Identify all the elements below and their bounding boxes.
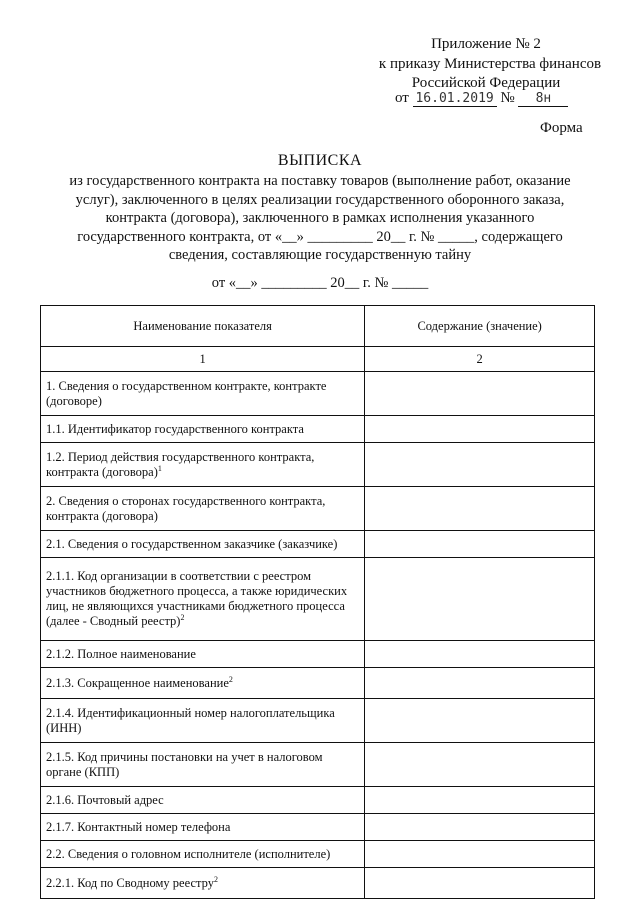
value-cell[interactable] — [365, 487, 595, 531]
table-row — [41, 841, 595, 868]
extract-date-line: от «__» _________ 20__ г. № _____ — [211, 275, 429, 291]
footnote-marker: 1 — [157, 463, 162, 473]
value-cell[interactable] — [365, 699, 595, 743]
table-header-row — [41, 306, 595, 347]
table-row — [41, 814, 595, 841]
indicator-name: 2.2.1. Код по Сводному реестру — [46, 875, 214, 890]
indicator-name: 2. Сведения о сторонах государственного контракта, контракта (договора) — [46, 493, 326, 523]
form-label: Форма — [540, 120, 583, 136]
indicator-name-cell — [41, 487, 365, 531]
data-table — [40, 305, 595, 899]
footnote-marker: 2 — [213, 874, 218, 884]
value-cell[interactable] — [365, 372, 595, 416]
value-cell[interactable] — [365, 743, 595, 787]
indicator-name: 2.1.4. Идентификационный номер налогоплательщика (ИНН) — [46, 705, 335, 735]
table-row — [41, 443, 595, 487]
table-row — [41, 743, 595, 787]
value-cell[interactable] — [365, 814, 595, 841]
footnote-marker: 2 — [180, 612, 185, 622]
indicator-name: 1.2. Период действия государственного контракта, контракта (договора) — [46, 449, 315, 479]
order-reference: к приказу Министерства финансов — [378, 56, 602, 72]
table-row — [41, 372, 595, 416]
order-date-line — [395, 90, 568, 107]
table-row — [41, 558, 595, 641]
value-cell[interactable] — [365, 531, 595, 558]
indicator-name-cell — [41, 699, 365, 743]
appendix-label: Приложение № 2 — [431, 36, 541, 52]
indicator-name: 1.1. Идентификатор государственного контракта — [46, 421, 304, 436]
order-date-value: 16.01.2019 — [413, 91, 497, 107]
table-row — [41, 416, 595, 443]
indicator-name-cell — [41, 372, 365, 416]
table-number-row — [41, 347, 595, 372]
table-row — [41, 668, 595, 699]
table-row — [41, 699, 595, 743]
indicator-name: 2.2. Сведения о головном исполнителе (исполнителе) — [46, 846, 331, 861]
value-cell[interactable] — [365, 787, 595, 814]
column-number-2: 2 — [365, 347, 595, 372]
table-body — [41, 306, 595, 899]
indicator-name: 2.1.1. Код организации в соответствии с реестром участников бюджетного процесса, а также юридических лиц, не являющихся участниками бюджетного процесса (далее - Сводный реестр) — [46, 569, 348, 628]
header-indicator-name: Наименование показателя — [41, 306, 365, 347]
indicator-name-cell — [41, 787, 365, 814]
indicator-name-cell — [41, 868, 365, 899]
number-prefix: № — [500, 90, 515, 106]
table-row — [41, 487, 595, 531]
value-cell[interactable] — [365, 443, 595, 487]
document-description: из государственного контракта на поставку товаров (выполнение работ, оказание услуг), заключенного в целях реализации государственного оборонного заказа, контракта (договора), заключенного в рамках исполнения указанного государственного контракта, от «__» _________ 20__ г. № _____, содержащего сведения, составляющие государственную тайну — [69, 173, 571, 263]
indicator-name: 1. Сведения о государственном контракте, контракте (договоре) — [46, 378, 327, 408]
column-number-1: 1 — [41, 347, 365, 372]
indicator-name-cell — [41, 558, 365, 641]
indicator-name-cell — [41, 668, 365, 699]
date-prefix: от — [395, 90, 409, 106]
value-cell[interactable] — [365, 868, 595, 899]
header-content-value: Содержание (значение) — [365, 306, 595, 347]
indicator-name: 2.1.7. Контактный номер телефона — [46, 819, 231, 834]
footnote-marker: 2 — [228, 674, 233, 684]
indicator-name-cell — [41, 841, 365, 868]
indicator-name: 2.1.6. Почтовый адрес — [46, 792, 164, 807]
indicator-name: 2.1.2. Полное наименование — [46, 646, 196, 661]
indicator-name-cell — [41, 531, 365, 558]
indicator-name: 2.1.3. Сокращенное наименование — [46, 675, 229, 690]
indicator-name: 2.1. Сведения о государственном заказчике (заказчике) — [46, 536, 338, 551]
value-cell[interactable] — [365, 641, 595, 668]
document-title: ВЫПИСКА — [277, 152, 363, 169]
value-cell[interactable] — [365, 841, 595, 868]
indicator-name-cell — [41, 743, 365, 787]
federation-label: Российской Федерации — [411, 75, 561, 91]
indicator-name-cell — [41, 416, 365, 443]
indicator-name-cell — [41, 443, 365, 487]
indicator-name: 2.1.5. Код причины постановки на учет в налоговом органе (КПП) — [46, 749, 323, 779]
value-cell[interactable] — [365, 558, 595, 641]
order-number-value: 8н — [518, 91, 568, 107]
table-row — [41, 868, 595, 899]
table-row — [41, 531, 595, 558]
value-cell[interactable] — [365, 668, 595, 699]
table-row — [41, 641, 595, 668]
indicator-name-cell — [41, 814, 365, 841]
indicator-name-cell — [41, 641, 365, 668]
value-cell[interactable] — [365, 416, 595, 443]
table-row — [41, 787, 595, 814]
